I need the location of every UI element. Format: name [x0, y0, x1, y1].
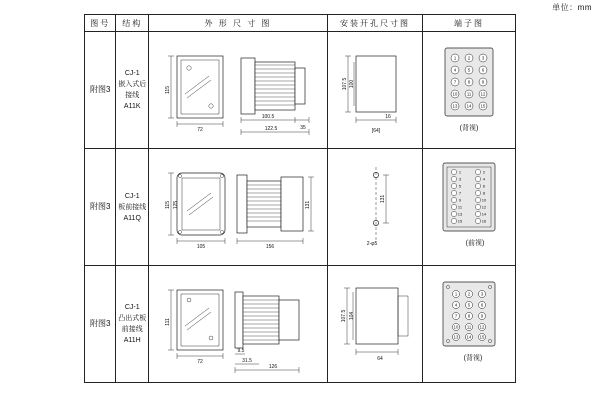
dim-72-r3: 72	[197, 359, 203, 365]
hole-drawing-1	[328, 32, 422, 148]
svg-text:6: 6	[480, 302, 484, 308]
cell-term-1	[422, 32, 515, 149]
svg-text:1: 1	[454, 291, 458, 297]
struct-desc-1: 嵌入式后接线	[118, 81, 147, 99]
dim-115-r2: 115	[164, 201, 171, 209]
table-row	[85, 149, 516, 266]
svg-text:15: 15	[480, 103, 486, 109]
svg-text:8: 8	[467, 313, 471, 319]
cell-no-1	[85, 32, 116, 149]
svg-text:12: 12	[480, 91, 486, 97]
cell-no-2	[85, 149, 116, 266]
cell-hole-1	[327, 32, 422, 149]
svg-text:1: 1	[453, 55, 457, 61]
cell-struct-1	[116, 32, 149, 149]
svg-text:11: 11	[457, 204, 463, 210]
svg-text:15: 15	[479, 334, 485, 340]
dim-125-r2: 125	[172, 200, 179, 210]
svg-text:9: 9	[481, 79, 485, 85]
svg-text:5: 5	[458, 183, 462, 189]
cell-struct-3	[116, 266, 149, 383]
outline-drawing-3	[149, 266, 327, 382]
dim-131-hole: 131	[379, 194, 386, 204]
dim-126: 126	[268, 364, 278, 370]
outline-drawing-2	[149, 149, 327, 265]
cell-outline-1	[148, 32, 327, 149]
svg-text:9: 9	[480, 313, 484, 319]
svg-text:12: 12	[481, 204, 487, 210]
svg-text:6: 6	[481, 67, 485, 73]
svg-text:14: 14	[466, 103, 472, 109]
struct-model-1: CJ-1	[124, 70, 140, 77]
dim-64: [64]	[371, 128, 381, 134]
dim-64-r3: 64	[377, 356, 383, 362]
svg-text:3: 3	[480, 291, 484, 297]
table-row	[85, 266, 516, 383]
struct-model-2: CJ-1	[124, 192, 140, 200]
term-caption-2: (前视)	[465, 240, 485, 247]
dim-35: 35	[300, 125, 306, 131]
svg-text:4: 4	[453, 67, 457, 73]
svg-text:11: 11	[466, 91, 472, 97]
dim-111: 111	[164, 318, 171, 326]
svg-text:13: 13	[457, 211, 463, 217]
dim-115: 115	[164, 86, 171, 94]
term-caption-1: (背视)	[459, 125, 479, 132]
hole-drawing-2	[328, 149, 422, 265]
outline-drawing-1	[149, 32, 327, 148]
table-header-row	[85, 15, 516, 32]
terminal-drawing-1	[423, 32, 515, 148]
svg-text:4: 4	[482, 176, 486, 182]
cell-term-3	[422, 266, 515, 383]
dim-107-5-r3: 107.5	[340, 309, 347, 323]
svg-text:1: 1	[458, 169, 462, 175]
svg-text:10: 10	[453, 324, 459, 330]
dim-100: 100	[348, 79, 355, 89]
svg-text:3: 3	[458, 176, 462, 182]
svg-text:9: 9	[458, 197, 462, 203]
spec-table	[84, 14, 516, 383]
cell-hole-2	[327, 149, 422, 266]
term-caption-3: (背视)	[463, 355, 483, 362]
svg-text:14: 14	[466, 334, 472, 340]
svg-text:7: 7	[454, 313, 458, 319]
header-term: 端子图	[422, 15, 515, 32]
struct-desc-3: 凸出式板前接线	[118, 315, 147, 333]
svg-text:11: 11	[466, 324, 472, 330]
terminal-drawing-3	[423, 266, 515, 382]
struct-model-3: CJ-1	[124, 304, 140, 311]
dim-156: 156	[265, 244, 275, 250]
svg-text:3: 3	[481, 55, 485, 61]
svg-text:2: 2	[467, 291, 471, 297]
dim-107-5: 107.5	[341, 77, 348, 91]
svg-text:10: 10	[452, 91, 458, 97]
svg-text:7: 7	[458, 190, 462, 196]
svg-text:5: 5	[467, 302, 471, 308]
header-outline: 外 形 尺 寸 图	[148, 15, 327, 32]
cell-no-3	[85, 266, 116, 383]
svg-text:6: 6	[482, 183, 486, 189]
dim-31-5: 31.5	[242, 358, 252, 364]
svg-text:2: 2	[482, 169, 486, 175]
svg-text:8: 8	[467, 79, 471, 85]
unit-note: 单位：mm	[552, 3, 592, 12]
svg-text:12: 12	[479, 324, 485, 330]
dim-100-5: 100.5	[261, 114, 275, 120]
row-no-label-1: 附图3	[90, 85, 111, 94]
svg-text:7: 7	[453, 79, 457, 85]
row-no-label-2: 附图3	[90, 202, 111, 211]
dim-105: 105	[196, 244, 206, 250]
dim-2phi5: 2-φ5	[366, 241, 378, 247]
row-no-label-3: 附图3	[90, 319, 111, 328]
svg-text:16: 16	[481, 218, 487, 224]
svg-text:10: 10	[481, 197, 487, 203]
struct-code-1: A11K	[123, 103, 141, 110]
dim-16: 16	[385, 114, 391, 120]
struct-desc-2: 板前接线	[118, 203, 147, 211]
cell-hole-3	[327, 266, 422, 383]
svg-text:13: 13	[453, 334, 459, 340]
cell-term-2	[422, 149, 515, 266]
svg-text:5: 5	[467, 67, 471, 73]
terminal-drawing-2	[423, 149, 515, 265]
svg-text:8: 8	[482, 190, 486, 196]
cell-struct-2	[116, 149, 149, 266]
cell-outline-3	[148, 266, 327, 383]
dim-131: 131	[304, 200, 311, 210]
header-hole: 安装开孔尺寸图	[327, 15, 422, 32]
svg-text:15: 15	[457, 218, 463, 224]
svg-text:14: 14	[481, 211, 487, 217]
svg-text:13: 13	[452, 103, 458, 109]
header-struct: 结构	[116, 15, 149, 32]
dim-122-5: 122.5	[264, 126, 278, 132]
svg-text:2: 2	[467, 55, 471, 61]
dim-9-5: 9.5	[237, 348, 245, 354]
hole-drawing-3	[328, 266, 422, 382]
struct-code-3: A11H	[123, 337, 141, 344]
dim-104: 104	[348, 311, 355, 321]
header-no: 图号	[85, 15, 116, 32]
struct-code-2: A11Q	[123, 214, 141, 222]
table-row	[85, 32, 516, 149]
svg-text:4: 4	[454, 302, 458, 308]
cell-outline-2	[148, 149, 327, 266]
dim-72: 72	[197, 127, 203, 133]
